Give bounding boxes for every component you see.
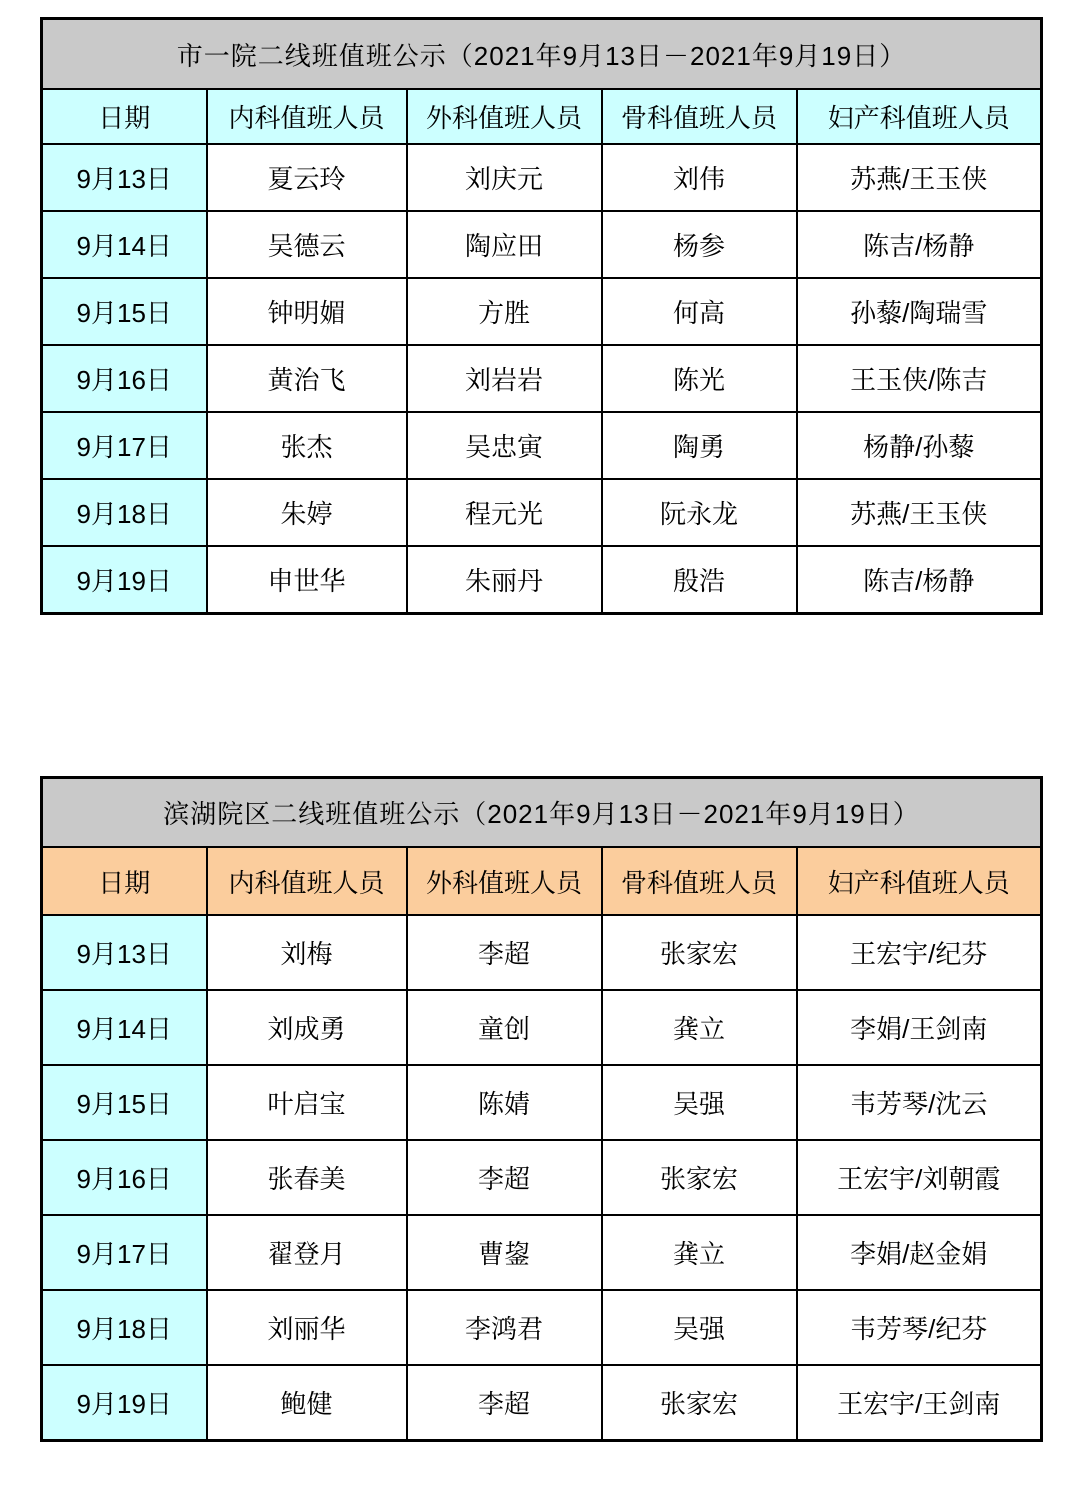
staff-cell: 刘成勇 — [207, 990, 407, 1065]
staff-cell: 刘丽华 — [207, 1290, 407, 1365]
staff-cell: 陈吉/杨静 — [797, 211, 1042, 278]
staff-cell: 张春美 — [207, 1140, 407, 1215]
table-row — [42, 278, 1042, 345]
staff-cell: 何高 — [602, 278, 797, 345]
table-row — [42, 1365, 1042, 1441]
staff-cell: 张家宏 — [602, 1365, 797, 1441]
table-row — [42, 412, 1042, 479]
table-title: 滨湖院区二线班值班公示（2021年9月13日－2021年9月19日） — [42, 778, 1042, 848]
staff-cell: 陈婧 — [407, 1065, 602, 1140]
table-row — [42, 345, 1042, 412]
column-header-surgery: 外科值班人员 — [407, 847, 602, 915]
date-cell: 9月16日 — [42, 1140, 207, 1215]
staff-cell: 张家宏 — [602, 915, 797, 990]
staff-cell: 吴强 — [602, 1290, 797, 1365]
table-row — [42, 479, 1042, 546]
staff-cell: 陈光 — [602, 345, 797, 412]
header-row — [42, 89, 1042, 144]
staff-cell: 苏燕/王玉侠 — [797, 144, 1042, 211]
date-cell: 9月15日 — [42, 1065, 207, 1140]
staff-cell: 李鸿君 — [407, 1290, 602, 1365]
staff-cell: 黄治飞 — [207, 345, 407, 412]
staff-cell: 钟明媚 — [207, 278, 407, 345]
staff-cell: 龚立 — [602, 990, 797, 1065]
date-cell: 9月17日 — [42, 412, 207, 479]
table-row — [42, 915, 1042, 990]
date-cell: 9月13日 — [42, 915, 207, 990]
table-row — [42, 1215, 1042, 1290]
staff-cell: 苏燕/王玉侠 — [797, 479, 1042, 546]
staff-cell: 王宏宇/刘朝霞 — [797, 1140, 1042, 1215]
table-row — [42, 546, 1042, 614]
staff-cell: 王宏宇/纪芬 — [797, 915, 1042, 990]
title-row — [42, 778, 1042, 848]
staff-cell: 申世华 — [207, 546, 407, 614]
staff-cell: 朱婷 — [207, 479, 407, 546]
staff-cell: 童创 — [407, 990, 602, 1065]
staff-cell: 殷浩 — [602, 546, 797, 614]
column-header-date: 日期 — [42, 847, 207, 915]
staff-cell: 王玉侠/陈吉 — [797, 345, 1042, 412]
date-cell: 9月15日 — [42, 278, 207, 345]
title-row — [42, 19, 1042, 90]
staff-cell: 陶勇 — [602, 412, 797, 479]
city-first-hospital-roster-table — [40, 17, 1043, 615]
staff-cell: 吴德云 — [207, 211, 407, 278]
staff-cell: 刘岩岩 — [407, 345, 602, 412]
staff-cell: 韦芳琴/沈云 — [797, 1065, 1042, 1140]
staff-cell: 刘梅 — [207, 915, 407, 990]
column-header-surgery: 外科值班人员 — [407, 89, 602, 144]
date-cell: 9月17日 — [42, 1215, 207, 1290]
staff-cell: 吴强 — [602, 1065, 797, 1140]
column-header-obgyn: 妇产科值班人员 — [797, 847, 1042, 915]
staff-cell: 李超 — [407, 1140, 602, 1215]
staff-cell: 杨静/孙藜 — [797, 412, 1042, 479]
column-header-orthopedics: 骨科值班人员 — [602, 847, 797, 915]
table-row — [42, 990, 1042, 1065]
staff-cell: 翟登月 — [207, 1215, 407, 1290]
staff-cell: 鲍健 — [207, 1365, 407, 1441]
staff-cell: 张家宏 — [602, 1140, 797, 1215]
date-cell: 9月18日 — [42, 1290, 207, 1365]
staff-cell: 刘庆元 — [407, 144, 602, 211]
staff-cell: 曹鋆 — [407, 1215, 602, 1290]
staff-cell: 叶启宝 — [207, 1065, 407, 1140]
staff-cell: 陶应田 — [407, 211, 602, 278]
table-row — [42, 144, 1042, 211]
table-row — [42, 211, 1042, 278]
staff-cell: 李超 — [407, 1365, 602, 1441]
column-header-date: 日期 — [42, 89, 207, 144]
staff-cell: 阮永龙 — [602, 479, 797, 546]
staff-cell: 李超 — [407, 915, 602, 990]
staff-cell: 李娟/赵金娟 — [797, 1215, 1042, 1290]
column-header-obgyn: 妇产科值班人员 — [797, 89, 1042, 144]
staff-cell: 夏云玲 — [207, 144, 407, 211]
staff-cell: 方胜 — [407, 278, 602, 345]
table-body — [42, 144, 1042, 614]
table-row — [42, 1140, 1042, 1215]
staff-cell: 龚立 — [602, 1215, 797, 1290]
column-header-internal-medicine: 内科值班人员 — [207, 89, 407, 144]
column-header-internal-medicine: 内科值班人员 — [207, 847, 407, 915]
staff-cell: 孙藜/陶瑞雪 — [797, 278, 1042, 345]
staff-cell: 朱丽丹 — [407, 546, 602, 614]
table-body — [42, 915, 1042, 1441]
date-cell: 9月14日 — [42, 990, 207, 1065]
date-cell: 9月18日 — [42, 479, 207, 546]
binhu-campus-roster-table — [40, 776, 1043, 1442]
staff-cell: 张杰 — [207, 412, 407, 479]
table-row — [42, 1290, 1042, 1365]
staff-cell: 陈吉/杨静 — [797, 546, 1042, 614]
header-row — [42, 847, 1042, 915]
date-cell: 9月16日 — [42, 345, 207, 412]
staff-cell: 杨参 — [602, 211, 797, 278]
date-cell: 9月14日 — [42, 211, 207, 278]
staff-cell: 刘伟 — [602, 144, 797, 211]
table-row — [42, 1065, 1042, 1140]
staff-cell: 程元光 — [407, 479, 602, 546]
staff-cell: 李娟/王剑南 — [797, 990, 1042, 1065]
date-cell: 9月19日 — [42, 546, 207, 614]
date-cell: 9月19日 — [42, 1365, 207, 1441]
staff-cell: 吴忠寅 — [407, 412, 602, 479]
staff-cell: 王宏宇/王剑南 — [797, 1365, 1042, 1441]
table-title: 市一院二线班值班公示（2021年9月13日－2021年9月19日） — [42, 19, 1042, 90]
date-cell: 9月13日 — [42, 144, 207, 211]
staff-cell: 韦芳琴/纪芬 — [797, 1290, 1042, 1365]
column-header-orthopedics: 骨科值班人员 — [602, 89, 797, 144]
